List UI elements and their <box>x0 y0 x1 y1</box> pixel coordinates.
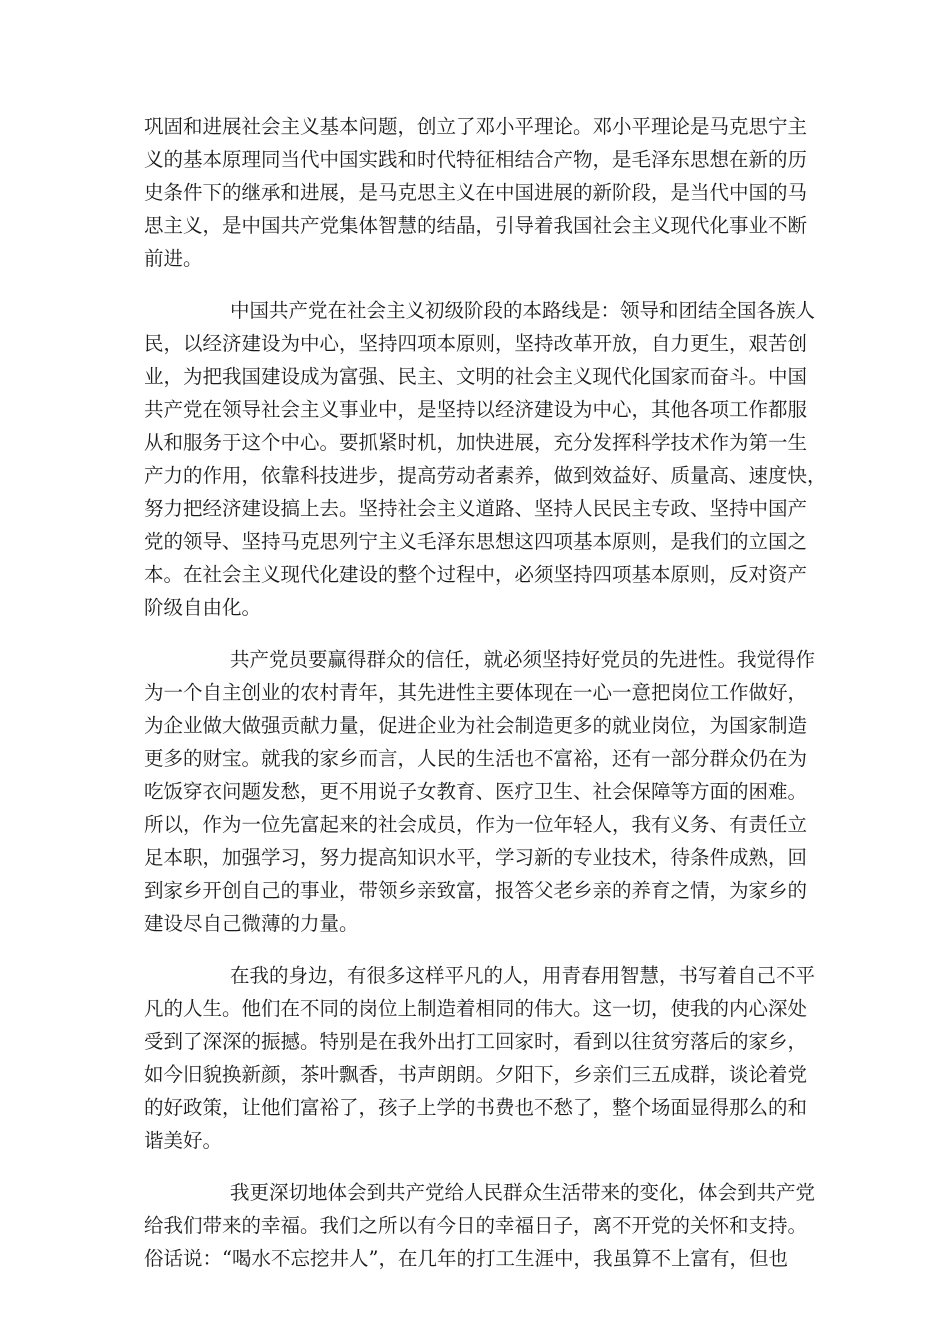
paragraph <box>144 1176 816 1275</box>
text-line: 受到了深深的振撼。特别是在我外出打工回家时，看到以往贫穷落后的家乡， <box>144 1030 808 1053</box>
text-line: 思主义，是中国共产党集体智慧的结晶，引导着我国社会主义现代化事业不断 <box>144 214 808 237</box>
text-line: 到家乡开创自己的事业，带领乡亲致富，报答父老乡亲的养育之情，为家乡的 <box>144 879 808 902</box>
text-line: 前进。 <box>144 247 203 270</box>
text-line: 谐美好。 <box>144 1129 223 1152</box>
text-line: 凡的人生。他们在不同的岗位上制造着相同的伟大。这一切，使我的内心深处 <box>144 997 808 1020</box>
paragraph-spacer <box>144 1157 804 1176</box>
text-line: 本。在社会主义现代化建设的整个过程中，必须坚持四项基本原则，反对资产 <box>144 563 808 586</box>
text-line: 更多的财宝。就我的家乡而言，人民的生活也不富裕，还有一部分群众仍在为 <box>144 747 808 770</box>
text-line: 民，以经济建设为中心，坚持四项本原则，坚持改革开放，自力更生，艰苦创 <box>144 332 808 355</box>
text-line: 业，为把我国建设成为富强、民主、文明的社会主义现代化国家而奋斗。中国 <box>144 365 808 388</box>
text-line: 从和服务于这个中心。要抓紧时机，加快进展，充分发挥科学技术作为第一生 <box>144 431 808 454</box>
paragraph <box>144 643 816 940</box>
text-line: 产力的作用，依靠科技进步，提高劳动者素养，做到效益好、质量高、速度快， <box>144 464 827 487</box>
text-line: 共产党员要赢得群众的信任，就必须坚持好党员的先进性。我觉得作 <box>230 648 816 671</box>
text-line: 为企业做大做强贡献力量，促进企业为社会制造更多的就业岗位，为国家制造 <box>144 714 808 737</box>
text-line: 中国共产党在社会主义初级阶段的本路线是：领导和团结全国各族人 <box>230 299 816 322</box>
paragraph <box>144 110 808 275</box>
text-line: 建设尽自己微薄的力量。 <box>144 912 359 935</box>
paragraph-spacer <box>144 275 804 294</box>
paragraph <box>144 294 827 624</box>
text-line: 如今旧貌换新颜，茶叶飘香，书声朗朗。夕阳下，乡亲们三五成群，谈论着党 <box>144 1063 808 1086</box>
text-line: 努力把经济建设搞上去。坚持社会主义道路、坚持人民民主专政、坚持中国产 <box>144 497 808 520</box>
text-line: 巩固和进展社会主义基本问题，创立了邓小平理论。邓小平理论是马克思宁主 <box>144 115 808 138</box>
text-line: 吃饭穿衣问题发愁，更不用说子女教育、医疗卫生、社会保障等方面的困难。 <box>144 780 808 803</box>
text-line: 为一个自主创业的农村青年，其先进性主要体现在一心一意把岗位工作做好， <box>144 681 808 704</box>
text-line: 在我的身边，有很多这样平凡的人，用青春用智慧，书写着自己不平 <box>230 964 816 987</box>
paragraph <box>144 959 816 1157</box>
text-line: 史条件下的继承和进展，是马克思主义在中国进展的新阶段，是当代中国的马 <box>144 181 808 204</box>
text-line: 党的领导、坚持马克思列宁主义毛泽东思想这四项基本原则，是我们的立国之 <box>144 530 808 553</box>
paragraph-spacer <box>144 624 804 643</box>
document-body <box>144 110 827 1275</box>
text-line: 给我们带来的幸福。我们之所以有今日的幸福日子，离不开党的关怀和支持。 <box>144 1214 808 1237</box>
text-line: 我更深切地体会到共产党给人民群众生活带来的变化，体会到共产党 <box>230 1181 816 1204</box>
text-line: 义的基本原理同当代中国实践和时代特征相结合产物，是毛泽东思想在新的历 <box>144 148 808 171</box>
text-line: 俗话说：“喝水不忘挖井人”，在几年的打工生涯中，我虽算不上富有，但也 <box>144 1247 788 1270</box>
paragraph-spacer <box>144 940 804 959</box>
text-line: 足本职，加强学习，努力提高知识水平，学习新的专业技术，待条件成熟，回 <box>144 846 808 869</box>
text-line: 阶级自由化。 <box>144 596 262 619</box>
text-line: 的好政策，让他们富裕了，孩子上学的书费也不愁了，整个场面显得那么的和 <box>144 1096 808 1119</box>
text-line: 共产党在领导社会主义事业中，是坚持以经济建设为中心，其他各项工作都服 <box>144 398 808 421</box>
text-line: 所以，作为一位先富起来的社会成员，作为一位年轻人，我有义务、有责任立 <box>144 813 808 836</box>
